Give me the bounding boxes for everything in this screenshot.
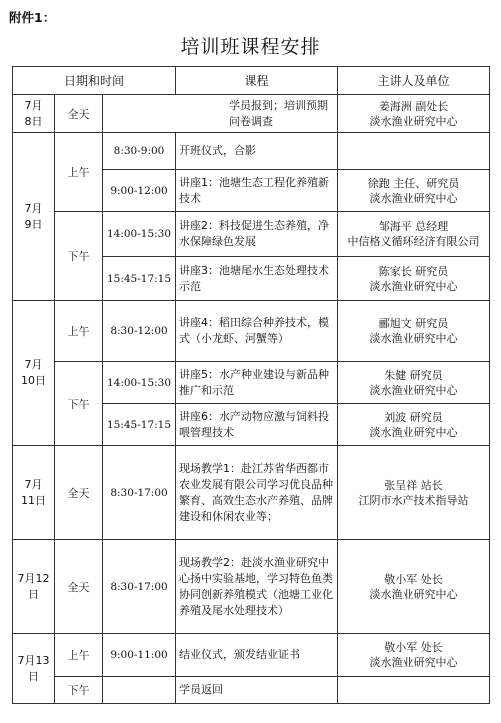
date-cell: 7月 9日 — [13, 133, 55, 301]
table-row — [13, 634, 490, 677]
time-cell: 14:00-15:30 — [103, 212, 176, 257]
time-cell: 15:45-17:15 — [103, 404, 176, 446]
course-cell: 学员报到；培训预期问卷调查 — [103, 95, 338, 133]
date-cell: 7月13 日 — [13, 634, 55, 704]
period-cell: 全天 — [55, 540, 103, 634]
time-cell: 9:00-12:00 — [103, 170, 176, 212]
header-course: 课程 — [176, 67, 338, 95]
date-cell: 7月 8日 — [13, 95, 55, 133]
lecturer-cell: 徐跑 主任、研究员 淡水渔业研究中心 — [338, 170, 490, 212]
period-cell: 全天 — [55, 95, 103, 133]
lecturer-cell: 朱健 研究员 淡水渔业研究中心 — [338, 362, 490, 404]
time-cell: 15:45-17:15 — [103, 257, 176, 301]
table-row — [13, 540, 490, 634]
course-cell: 讲座1：池塘生态工程化养殖新技术 — [176, 170, 338, 212]
table-row — [13, 362, 490, 404]
lecturer-cell: 邹海平 总经理 中信格义循环经济有限公司 — [338, 212, 490, 257]
header-lecturer: 主讲人及单位 — [338, 67, 490, 95]
lecturer-cell: 陈家长 研究员 淡水渔业研究中心 — [338, 257, 490, 301]
date-cell: 7月 10日 — [13, 301, 55, 446]
table-row — [13, 133, 490, 170]
table-header-row — [13, 67, 490, 95]
course-cell: 结业仪式，颁发结业证书 — [176, 634, 338, 677]
time-cell: 14:00-15:30 — [103, 362, 176, 404]
header-datetime: 日期和时间 — [13, 67, 176, 95]
document-title: 培训班课程安排 — [180, 36, 321, 58]
course-cell: 讲座3：池塘尾水生态处理技术示范 — [176, 257, 338, 301]
lecturer-cell — [338, 133, 490, 170]
lecturer-cell: 敬小军 处长 淡水渔业研究中心 — [338, 540, 490, 634]
lecturer-cell — [338, 677, 490, 704]
time-cell: 9:00-11:00 — [103, 634, 176, 677]
time-cell: 8:30-9:00 — [103, 133, 176, 170]
table-row — [13, 301, 490, 362]
period-cell: 全天 — [55, 446, 103, 540]
course-cell: 学员返回 — [176, 677, 338, 704]
schedule-table — [12, 66, 490, 704]
period-cell: 上午 — [55, 133, 103, 212]
lecturer-cell: 刘波 研究员 淡水渔业研究中心 — [338, 404, 490, 446]
course-cell: 讲座6：水产动物应激与饲料投喂管理技术 — [176, 404, 338, 446]
table-row — [13, 95, 490, 133]
course-cell: 开班仪式，合影 — [176, 133, 338, 170]
lecturer-cell: 姜海洲 副处长 淡水渔业研究中心 — [338, 95, 490, 133]
course-cell: 现场教学2：赴淡水渔业研究中心扬中实验基地，学习特色鱼类协同创新养殖模式（池塘工业化养殖及尾水处理技术） — [176, 540, 338, 634]
course-cell: 讲座4：稻田综合种养技术，模式（小龙虾、河蟹等） — [176, 301, 338, 362]
period-cell: 下午 — [55, 362, 103, 446]
attachment-label: 附件1： — [9, 10, 56, 25]
course-cell: 讲座5：水产种业建设与新品种推广和示范 — [176, 362, 338, 404]
lecturer-cell: 张呈祥 站长 江阴市水产技术指导站 — [338, 446, 490, 540]
table-row — [13, 677, 490, 704]
time-cell: 8:30-12:00 — [103, 301, 176, 362]
date-cell: 7月 11日 — [13, 446, 55, 540]
course-cell: 现场教学1：赴江苏省华西都市农业发展有限公司学习优良品种繁育、高效生态水产养殖、品牌建设和休闲农业等； — [176, 446, 338, 540]
course-cell: 讲座2：科技促进生态养殖，净水保障绿色发展 — [176, 212, 338, 257]
date-cell: 7月12 日 — [13, 540, 55, 634]
period-cell: 下午 — [55, 212, 103, 301]
lecturer-cell: 郦旭文 研究员 淡水渔业研究中心 — [338, 301, 490, 362]
period-cell: 上午 — [55, 301, 103, 362]
time-cell: 8:30-17:00 — [103, 540, 176, 634]
lecturer-cell: 敬小军 处长 淡水渔业研究中心 — [338, 634, 490, 677]
period-cell: 上午 — [55, 634, 103, 677]
time-cell — [103, 677, 176, 704]
period-cell: 下午 — [55, 677, 103, 704]
table-row — [13, 446, 490, 540]
table-row — [13, 212, 490, 257]
time-cell: 8:30-17:00 — [103, 446, 176, 540]
